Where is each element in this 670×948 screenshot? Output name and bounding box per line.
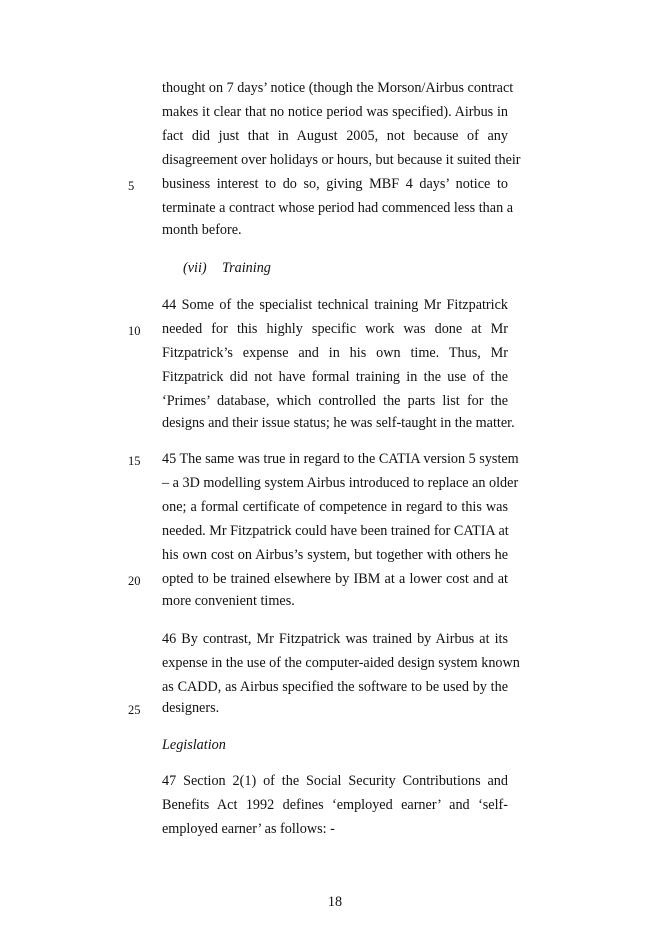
- text-line: 45 The same was true in regard to the CATIA version 5 system: [162, 451, 519, 467]
- section-title: Training: [222, 260, 271, 276]
- text-line: 44 Some of the specialist technical training Mr Fitzpatrick: [162, 297, 508, 313]
- text-line: fact did just that in August 2005, not because of any: [162, 128, 508, 144]
- section-heading-legislation: Legislation: [162, 737, 226, 753]
- line-number: 10: [128, 324, 141, 338]
- text-line: 47 Section 2(1) of the Social Security Contributions and: [162, 773, 508, 789]
- line-number: 25: [128, 703, 141, 717]
- text-line: disagreement over holidays or hours, but because it suited their: [162, 152, 521, 168]
- text-line: 46 By contrast, Mr Fitzpatrick was trained by Airbus at its: [162, 631, 508, 647]
- text-line: needed for this highly specific work was done at Mr: [162, 321, 508, 337]
- text-line: opted to be trained elsewhere by IBM at a lower cost and at: [162, 571, 508, 587]
- text-line: – a 3D modelling system Airbus introduced to replace an older: [162, 475, 519, 491]
- text-line: expense in the use of the computer-aided design system known: [162, 655, 520, 671]
- text-line: month before.: [162, 222, 242, 238]
- text-line: Fitzpatrick did not have formal training in the use of the: [162, 369, 508, 385]
- text-line: makes it clear that no notice period was specified). Airbus in: [162, 104, 508, 120]
- text-line: business interest to do so, giving MBF 4 days’ notice to: [162, 176, 508, 192]
- text-line: Fitzpatrick’s expense and in his own time. Thus, Mr: [162, 345, 508, 361]
- text-line: as CADD, as Airbus specified the software to be used by the: [162, 679, 508, 695]
- line-number: 5: [128, 179, 135, 193]
- text-line: one; a formal certificate of competence in regard to this was: [162, 499, 508, 515]
- text-line: needed. Mr Fitzpatrick could have been trained for CATIA at: [162, 523, 509, 539]
- page-number: 18: [327, 894, 343, 910]
- text-line: terminate a contract whose period had commenced less than a: [162, 200, 514, 216]
- text-line: Benefits Act 1992 defines ‘employed earner’ and ‘self-: [162, 797, 508, 813]
- text-line: thought on 7 days’ notice (though the Morson/Airbus contract: [162, 80, 514, 96]
- line-number: 20: [128, 574, 141, 588]
- section-number: (vii): [183, 260, 207, 276]
- line-number: 15: [128, 454, 141, 468]
- text-line: more convenient times.: [162, 593, 295, 609]
- text-line: designers.: [162, 700, 220, 716]
- text-line: designs and their issue status; he was self-taught in the matter.: [162, 415, 515, 431]
- text-line: employed earner’ as follows: -: [162, 821, 335, 837]
- text-line: his own cost on Airbus’s system, but together with others he: [162, 547, 508, 563]
- text-line: ‘Primes’ database, which controlled the parts list for the: [162, 393, 508, 409]
